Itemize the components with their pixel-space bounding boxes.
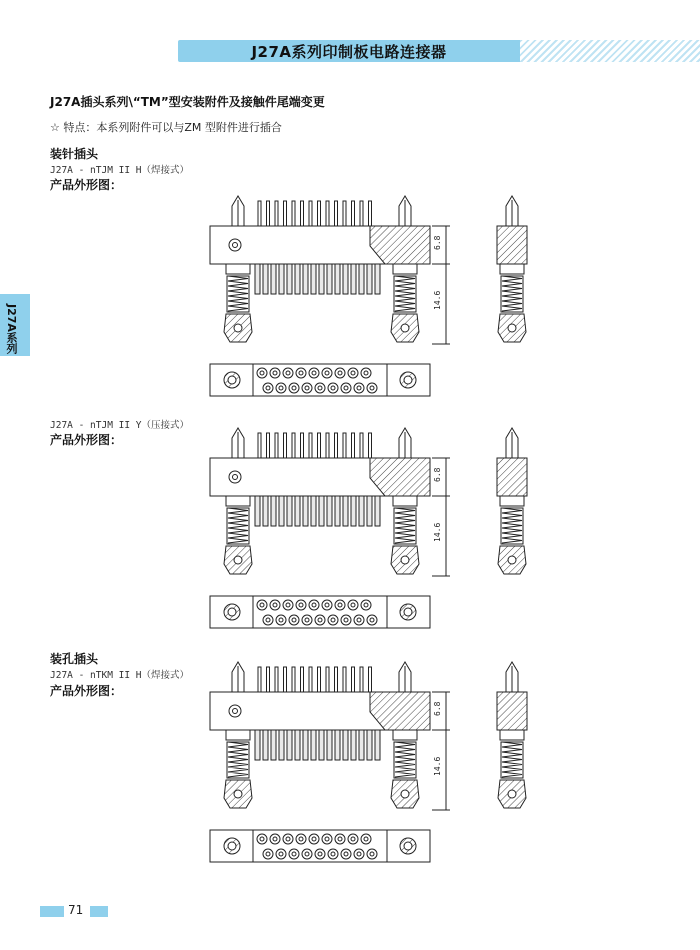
contact-tail — [318, 201, 321, 226]
side-view-body — [497, 692, 527, 730]
contact-pin — [367, 496, 372, 526]
contact-tail — [267, 667, 270, 692]
contact-tail — [343, 667, 346, 692]
dimension-b: 14.6 — [433, 756, 442, 776]
contact-pin — [263, 730, 268, 760]
contact-hole — [270, 834, 280, 844]
contact-tail — [275, 433, 278, 458]
contact-hole — [367, 383, 377, 393]
dimension-a: 6.8 — [433, 235, 442, 250]
contact-hole — [341, 383, 351, 393]
contact-tail — [292, 433, 295, 458]
contact-pin — [263, 496, 268, 526]
contact-tail — [360, 201, 363, 226]
contact-hole — [263, 849, 273, 859]
contact-pin — [263, 264, 268, 294]
contact-pin — [335, 496, 340, 526]
contact-hole — [263, 383, 273, 393]
spring-coil — [395, 276, 415, 311]
contact-tail — [326, 201, 329, 226]
contact-pin — [255, 264, 260, 294]
contact-hole — [335, 834, 345, 844]
contact-pin — [319, 496, 324, 526]
dimension-b: 14.6 — [433, 290, 442, 310]
contact-pin — [335, 264, 340, 294]
contact-pin — [351, 730, 356, 760]
contact-hole — [283, 368, 293, 378]
contact-tail — [284, 667, 287, 692]
contact-hole — [309, 600, 319, 610]
spring-coil — [502, 276, 522, 311]
contact-tail — [352, 667, 355, 692]
contact-tail — [284, 433, 287, 458]
contact-tail — [275, 667, 278, 692]
contact-pin — [271, 264, 276, 294]
drawing-label-3: 产品外形图： — [50, 684, 123, 698]
contact-pin — [287, 264, 292, 294]
contact-tail — [318, 667, 321, 692]
contact-tail — [292, 667, 295, 692]
contact-pin — [327, 730, 332, 760]
contact-tail — [258, 201, 261, 226]
contact-hole — [302, 849, 312, 859]
hex-nut — [393, 730, 417, 740]
contact-pin — [303, 264, 308, 294]
dimension-b: 14.6 — [433, 522, 442, 542]
contact-tail — [309, 433, 312, 458]
contact-pin — [375, 264, 380, 294]
footer-bar-left — [40, 906, 64, 917]
contact-hole — [315, 383, 325, 393]
side-view-body — [497, 226, 527, 264]
contact-tail — [335, 201, 338, 226]
contact-hole — [354, 615, 364, 625]
contact-pin — [287, 496, 292, 526]
contact-pin — [311, 264, 316, 294]
contact-hole — [276, 849, 286, 859]
contact-tail — [309, 667, 312, 692]
contact-tail — [343, 433, 346, 458]
contact-tail — [360, 433, 363, 458]
contact-hole — [348, 834, 358, 844]
spring-coil — [395, 508, 415, 543]
contact-hole — [302, 383, 312, 393]
contact-hole — [367, 615, 377, 625]
contact-hole — [341, 615, 351, 625]
contact-pin — [367, 730, 372, 760]
contact-tail — [258, 433, 261, 458]
contact-hole — [361, 834, 371, 844]
contact-pin — [359, 264, 364, 294]
page-number: 71 — [68, 903, 84, 917]
contact-hole — [335, 368, 345, 378]
contact-pin — [271, 730, 276, 760]
contact-pin — [271, 496, 276, 526]
contact-tail — [352, 201, 355, 226]
contact-tail — [267, 201, 270, 226]
contact-tail — [335, 667, 338, 692]
contact-pin — [343, 496, 348, 526]
contact-hole — [257, 368, 267, 378]
hex-nut — [226, 264, 250, 274]
contact-pin — [319, 264, 324, 294]
hex-nut — [393, 496, 417, 506]
hex-nut — [500, 730, 524, 740]
section-heading: J27A插头系列\“TM”型安装附件及接触件尾端变更 — [50, 95, 325, 109]
side-tab-label: J27A系列 — [5, 304, 18, 354]
contact-hole — [296, 834, 306, 844]
hex-nut — [393, 264, 417, 274]
contact-hole — [289, 615, 299, 625]
mount-hole — [229, 705, 241, 717]
pin-plug-model-1: J27A - nTJM II H（焊接式） — [50, 165, 190, 176]
contact-pin — [255, 730, 260, 760]
contact-pin — [367, 264, 372, 294]
drawing-label-2: 产品外形图： — [50, 433, 123, 447]
contact-pin — [295, 264, 300, 294]
contact-hole — [348, 600, 358, 610]
page-header-title: J27A系列印制板电路连接器 — [251, 43, 447, 61]
contact-tail — [326, 667, 329, 692]
contact-tail — [326, 433, 329, 458]
contact-hole — [354, 849, 364, 859]
contact-hole — [296, 600, 306, 610]
contact-pin — [359, 496, 364, 526]
feature-note: ☆ 特点：本系列附件可以与ZM 型附件进行插合 — [50, 121, 282, 134]
hex-nut — [226, 730, 250, 740]
contact-tail — [369, 201, 372, 226]
spring-coil — [502, 508, 522, 543]
contact-pin — [295, 496, 300, 526]
contact-tail — [318, 433, 321, 458]
contact-hole — [283, 834, 293, 844]
contact-pin — [319, 730, 324, 760]
contact-hole — [315, 849, 325, 859]
contact-tail — [301, 201, 304, 226]
contact-pin — [303, 496, 308, 526]
contact-pin — [287, 730, 292, 760]
pin-plug-heading: 装针插头 — [50, 147, 99, 161]
contact-tail — [301, 667, 304, 692]
contact-hole — [335, 600, 345, 610]
contact-tail — [267, 433, 270, 458]
contact-pin — [327, 264, 332, 294]
contact-tail — [292, 201, 295, 226]
side-view-body — [497, 458, 527, 496]
contact-pin — [343, 264, 348, 294]
contact-hole — [283, 600, 293, 610]
socket-plug-model-1: J27A - nTKM II H（焊接式） — [50, 670, 190, 681]
contact-tail — [275, 201, 278, 226]
contact-pin — [311, 496, 316, 526]
contact-hole — [276, 383, 286, 393]
spring-coil — [395, 742, 415, 777]
contact-hole — [322, 834, 332, 844]
socket-plug-heading: 装孔插头 — [50, 652, 99, 666]
contact-hole — [257, 834, 267, 844]
contact-tail — [284, 201, 287, 226]
mount-hole — [229, 471, 241, 483]
contact-tail — [301, 433, 304, 458]
spring-coil — [228, 508, 248, 543]
contact-tail — [369, 433, 372, 458]
contact-pin — [279, 496, 284, 526]
contact-hole — [354, 383, 364, 393]
contact-tail — [360, 667, 363, 692]
contact-pin — [335, 730, 340, 760]
contact-hole — [296, 368, 306, 378]
contact-pin — [343, 730, 348, 760]
contact-hole — [328, 383, 338, 393]
contact-hole — [309, 834, 319, 844]
contact-tail — [352, 433, 355, 458]
pin-plug-model-2: J27A - nTJM II Y（压接式） — [50, 420, 190, 431]
contact-hole — [270, 368, 280, 378]
contact-pin — [303, 730, 308, 760]
contact-tail — [343, 201, 346, 226]
contact-hole — [367, 849, 377, 859]
dimension-a: 6.8 — [433, 467, 442, 482]
dimension-a: 6.8 — [433, 701, 442, 716]
contact-pin — [375, 496, 380, 526]
contact-pin — [375, 730, 380, 760]
contact-tail — [335, 433, 338, 458]
contact-hole — [270, 600, 280, 610]
contact-pin — [279, 730, 284, 760]
contact-hole — [322, 368, 332, 378]
contact-pin — [255, 496, 260, 526]
footer-bar-right — [90, 906, 108, 917]
mount-hole — [229, 239, 241, 251]
drawing-label-1: 产品外形图： — [50, 178, 123, 192]
contact-pin — [311, 730, 316, 760]
hex-nut — [500, 496, 524, 506]
contact-hole — [257, 600, 267, 610]
contact-tail — [258, 667, 261, 692]
contact-pin — [279, 264, 284, 294]
contact-hole — [302, 615, 312, 625]
contact-pin — [327, 496, 332, 526]
contact-hole — [361, 368, 371, 378]
contact-hole — [289, 383, 299, 393]
spring-coil — [228, 276, 248, 311]
contact-hole — [315, 615, 325, 625]
contact-tail — [309, 201, 312, 226]
contact-pin — [351, 264, 356, 294]
contact-hole — [341, 849, 351, 859]
contact-pin — [351, 496, 356, 526]
contact-hole — [263, 615, 273, 625]
contact-hole — [361, 600, 371, 610]
contact-hole — [289, 849, 299, 859]
contact-pin — [295, 730, 300, 760]
contact-hole — [309, 368, 319, 378]
spring-coil — [502, 742, 522, 777]
contact-tail — [369, 667, 372, 692]
spring-coil — [228, 742, 248, 777]
contact-pin — [359, 730, 364, 760]
contact-hole — [276, 615, 286, 625]
contact-hole — [328, 849, 338, 859]
contact-hole — [328, 615, 338, 625]
contact-hole — [322, 600, 332, 610]
hex-nut — [500, 264, 524, 274]
contact-hole — [348, 368, 358, 378]
hex-nut — [226, 496, 250, 506]
